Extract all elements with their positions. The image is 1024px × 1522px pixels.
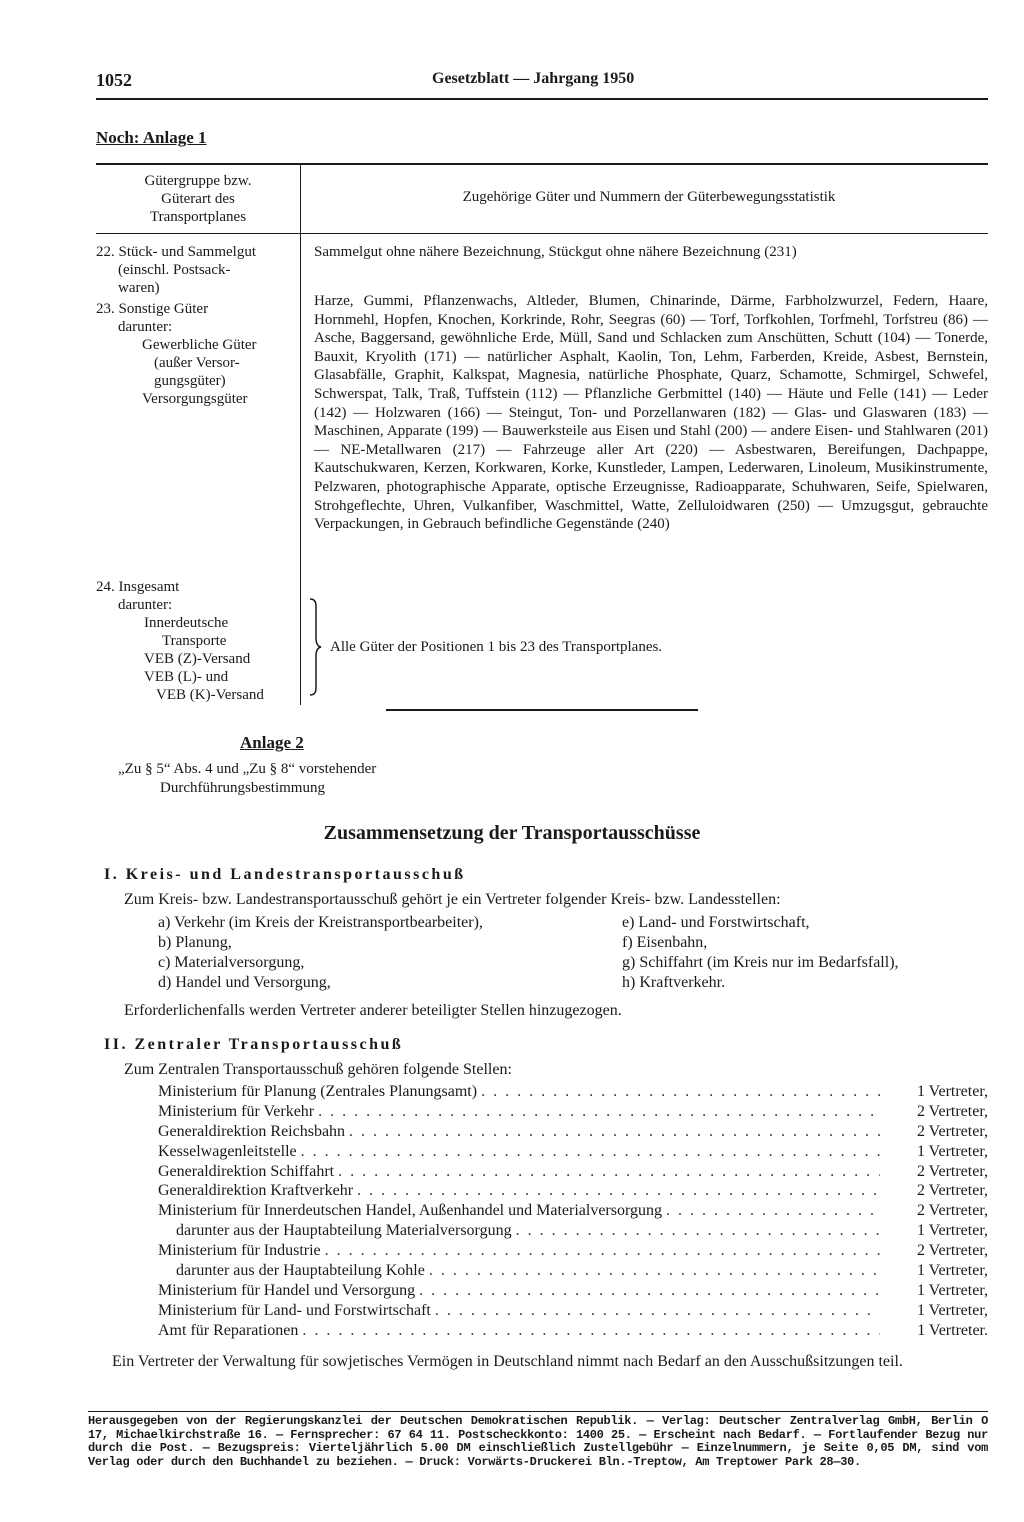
entry-value: 2 Vertreter, [916,1182,988,1200]
entry-name: Ministerium für Verkehr [158,1102,315,1120]
entry-value: 1 Vertreter, [916,1083,988,1100]
label-line: 22. Stück- und Sammelgut [96,244,256,260]
entry-name: Generaldirektion Kraftverkehr [158,1182,354,1200]
section-2-heading: II. Zentraler Transportausschuß [104,1036,404,1053]
list-item: f) Eisenbahn, [622,934,708,951]
table-top-rule [96,163,988,165]
leader-dots [318,1103,880,1121]
row-23-label [96,300,257,408]
subtitle-line: Durchführungsbestimmung [160,780,325,796]
table-header-goods-group [100,172,296,226]
entry-name: Generaldirektion Schiffahrt [158,1162,335,1180]
entry-value: 2 Vertreter, [916,1162,988,1180]
section-1-list-left [158,913,483,993]
list-item [158,1163,988,1183]
entry-name: Ministerium für Innerdeutschen Handel, Außenhandel und Materialversorgung [158,1202,663,1220]
publisher-imprint: Herausgegeben von der Regierungskanzlei der Deutschen Demokratischen Republik. — Verlag: Deutscher Zentralverlag GmbH, Berlin O 17, Michaelkirchstraße 16. — Fernsprecher: 67 64 11. Postscheckkonto: 1400 25. — Erscheint nach Bedarf. — Fortlaufender Bezug nur durch die Post. — Bezugspreis: Vierteljährlich 5.00 DM einschließlich Zustellgebühr — Einzelnummern, je Seite 0,05 DM, sind vom Verlag oder durch den Buchhandel zu beziehen. — Druck: Vorwärts-Druckerei Bln.-Treptow, Am Treptower Park 28—30. [88,1414,988,1469]
entry-name: Ministerium für Industrie [158,1242,321,1260]
leader-dots [429,1262,880,1280]
document-title: Zusammensetzung der Transportausschüsse [323,822,701,844]
entry-name: Generaldirektion Reichsbahn [158,1122,346,1140]
label-line: VEB (Z)-Versand [144,651,251,667]
header-rule [96,98,988,100]
entry-value: 2 Vertreter, [916,1102,988,1120]
leader-dots [516,1222,880,1240]
list-item [158,1242,988,1262]
list-item [158,1202,988,1222]
entry-value: 2 Vertreter, [916,1122,988,1140]
row-24-text: Alle Güter der Positionen 1 bis 23 des Transportplanes. [330,639,663,655]
label-line: VEB (K)-Versand [156,687,264,703]
list-item: c) Materialversorgung, [158,954,305,971]
list-item [158,1182,988,1202]
section-1-intro: Zum Kreis- bzw. Landestransportausschuß gehört je ein Vertreter folgender Kreis- bzw. Landesstellen: [124,891,781,908]
entry-value: 1 Vertreter, [916,1142,988,1160]
leader-dots [301,1143,880,1161]
row-23-text: Harze, Gummi, Pflanzenwachs, Altleder, Blumen, Chinarinde, Därme, Farbholzwurzel, Federn, Haare, Hornmehl, Hopfen, Knochen, Korkrinde, Rohr, Seegras (60) — Torf, Torfkohlen, Torfmehl, Torfstreu (86) — Asche, Baggersand, gewöhnliche Erde, Müll, Sand und Schlacken zum Anschütten, Schutt (104) — Tonerde, Bauxit, Kryolith (171) — natürlicher Asphalt, Kaolin, Ton, Lehm, Farberden, Kreide, Asbest, Bernstein, Glasabfälle, Graphit, Kalkspat, Magnesia, natürliche Phosphate, Quarz, Schamotte, Schmirgel, Schwefel, Schwerspat, Talk, Traß, Tuffstein (112) — Pflanzliche Gerbmittel (140) — Häute und Felle (141) — Leder (142) — Holzwaren (166) — Steingut, Ton- und Porzellanwaren (182) — Glas- und Glaswaren (183) — Maschinen, Apparate (199) — Bauwerksteile aus Eisen und Stahl (200) — andere Eisen- und Stahlwaren (201) — NE-Metallwaren (217) — Fahrzeuge aller Art (220) — Asbestwaren, Bereifungen, Dachpappe, Kautschukwaren, Kerzen, Korkwaren, Korke, Kunstleder, Lampen, Lederwaren, Linoleum, Musikinstrumente, Pelzwaren, photographische Apparate, optische Erzeugnisse, Radioapparate, Schuhwaren, Seife, Spielwaren, Strohgeflechte, Uhren, Vulkanfiber, Waschmittel, Watte, Zelluloidwaren (250) — Umzugsgut, gebrauchte Verpackungen, in Gebrauch befindliche Gegenstände (240) [314,293,988,533]
anlage2-heading: Anlage 2 [240,733,304,752]
list-item: g) Schiffahrt (im Kreis nur im Bedarfsfall), [622,954,899,971]
label-line: Transporte [162,633,227,649]
list-item [158,1143,988,1163]
label-line: darunter: [118,319,173,335]
entry-value: 1 Vertreter, [916,1301,988,1319]
leader-dots [338,1163,880,1181]
label-line: Innerdeutsche [144,615,229,631]
entry-value: 1 Vertreter. [917,1321,988,1339]
list-item [158,1222,988,1242]
entry-name: darunter aus der Hauptabteilung Kohle [176,1262,425,1280]
label-line: VEB (L)- und [144,669,229,685]
label-line: waren) [118,280,160,296]
label-line: darunter: [118,597,173,613]
leader-dots [419,1282,880,1300]
journal-title: Gesetzblatt — Jahrgang 1950 [432,70,635,87]
section-2-intro: Zum Zentralen Transportausschuß gehören folgende Stellen: [124,1061,512,1078]
label-line: Versorgungsgüter [142,391,248,407]
entry-value: 2 Vertreter, [916,1202,988,1220]
section-divider [386,709,698,711]
header-line: Transportplanes [149,209,247,225]
leader-dots [481,1083,880,1101]
row-22-label [96,243,256,297]
section-1-closing: Erforderlichenfalls werden Vertreter anderer beteiligter Stellen hinzugezogen. [124,1002,622,1019]
leader-dots [357,1182,880,1200]
entry-value: 2 Vertreter, [916,1242,988,1260]
entry-name: darunter aus der Hauptabteilung Materialversorgung [176,1222,512,1240]
anlage2-subtitle [118,760,376,798]
list-item [158,1282,988,1302]
footer-rule [88,1411,988,1412]
list-item: d) Handel und Versorgung, [158,974,331,991]
label-line: 23. Sonstige Güter [96,301,209,317]
table-header-rule [96,233,988,234]
list-item: e) Land- und Forstwirtschaft, [622,914,810,931]
row-22-text: Sammelgut ohne nähere Bezeichnung, Stückgut ohne nähere Bezeichnung (231) [314,244,797,260]
list-item [158,1322,988,1342]
anlage1-heading: Noch: Anlage 1 [96,128,207,147]
entry-name: Kesselwagenleitstelle [158,1142,297,1160]
label-line: 24. Insgesamt [96,579,180,595]
representatives-list [158,1083,988,1342]
list-item [158,1083,988,1103]
list-item [158,1302,988,1322]
page-number: 1052 [96,70,132,90]
entry-value: 1 Vertreter, [916,1262,988,1280]
list-item [158,1262,988,1282]
label-line: (außer Versor- [154,355,240,371]
header-line: Gütergruppe bzw. [144,173,252,189]
leader-dots [325,1242,880,1260]
entry-name: Ministerium für Handel und Versorgung [158,1281,416,1299]
list-item: a) Verkehr (im Kreis der Kreistransportbearbeiter), [158,914,483,931]
section-1-list-right [622,913,899,993]
closing-paragraph: Ein Vertreter der Verwaltung für sowjetisches Vermögen in Deutschland nimmt nach Bedarf an den Ausschußsitzungen teil. [112,1353,903,1370]
brace-icon [308,598,322,696]
list-item [158,1103,988,1123]
entry-value: 1 Vertreter, [916,1281,988,1299]
label-line: gungsgüter) [154,373,226,389]
list-item [158,1123,988,1143]
list-item: h) Kraftverkehr. [622,974,726,991]
section-1-heading: I. Kreis- und Landestransportausschuß [104,866,466,883]
entry-value: 1 Vertreter, [916,1222,988,1240]
list-item: b) Planung, [158,934,232,951]
label-line: Gewerbliche Güter [142,337,257,353]
subtitle-line: „Zu § 5“ Abs. 4 und „Zu § 8“ vorstehender [118,761,377,777]
leader-dots [302,1322,880,1340]
leader-dots [349,1123,880,1141]
entry-name: Ministerium für Planung (Zentrales Planungsamt) [158,1083,478,1100]
leader-dots [666,1202,880,1220]
leader-dots [435,1302,880,1320]
table-column-divider [300,165,301,705]
table-header-goods-numbers: Zugehörige Güter und Nummern der Güterbewegungsstatistik [462,189,836,205]
header-line: Güterart des [161,191,235,207]
entry-name: Ministerium für Land- und Forstwirtschaft [158,1301,431,1319]
entry-name: Amt für Reparationen [158,1321,299,1339]
row-24-label [96,578,264,704]
label-line: (einschl. Postsack- [118,262,231,278]
